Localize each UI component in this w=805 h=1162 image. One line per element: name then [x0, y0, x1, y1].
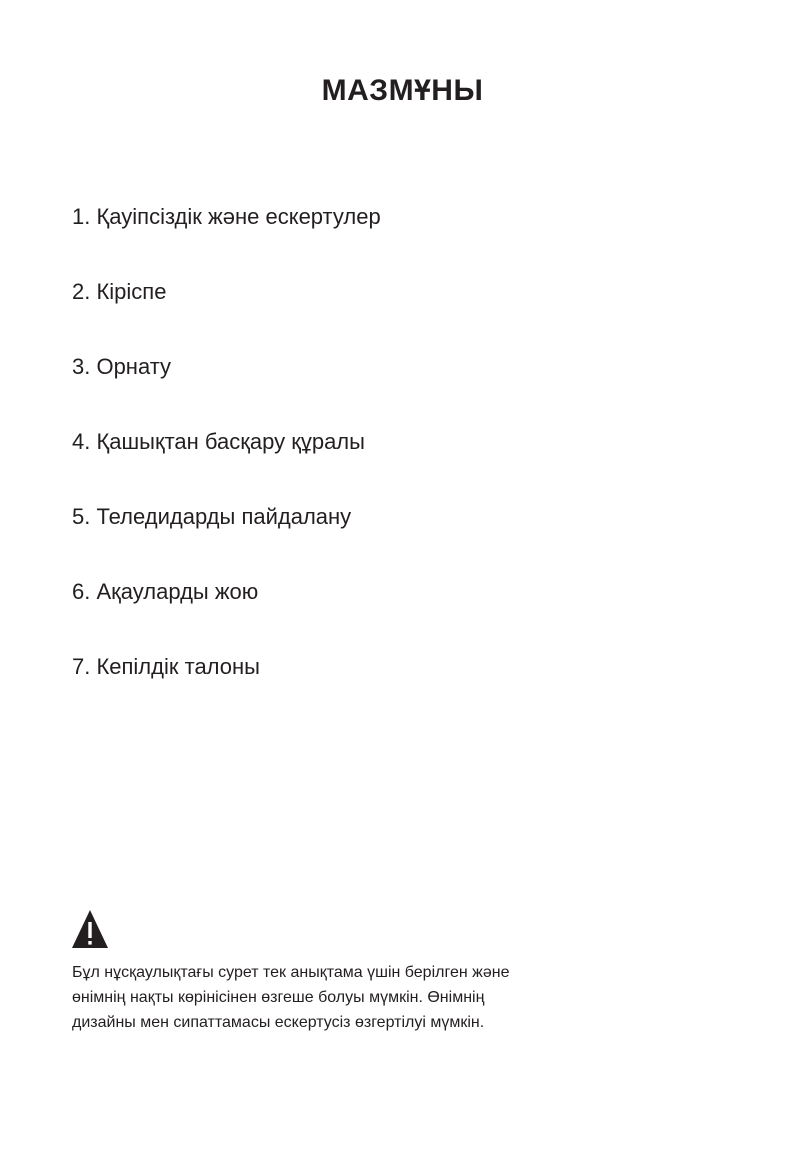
toc-item-remote-control: 4. Қашықтан басқару құралы	[72, 429, 365, 454]
toc-item-using-tv: 5. Теледидарды пайдалану	[72, 504, 352, 529]
toc-item-warranty: 7. Кепілдік талоны	[72, 654, 260, 679]
notice-line: Бұл нұсқаулықтағы сурет тек анықтама үшін берілген және	[72, 964, 510, 981]
page-title: МАЗМҰНЫ	[321, 74, 484, 107]
notice-line: дизайны мен сипаттамасы ескертусіз өзгертілуі мүмкін.	[72, 1014, 485, 1031]
toc-item-troubleshooting: 6. Ақауларды жою	[72, 579, 259, 604]
notice-line: өнімнің нақты көрінісінен өзгеше болуы мүмкін. Өнімнің	[72, 989, 485, 1006]
toc-item-introduction: 2. Кіріспе	[72, 279, 167, 304]
toc-item-installation: 3. Орнату	[72, 354, 172, 379]
warning-triangle-icon	[71, 909, 109, 949]
table-of-contents	[72, 200, 381, 725]
toc-item-safety: 1. Қауіпсіздік және ескертулер	[72, 204, 381, 229]
disclaimer-notice	[72, 960, 712, 1035]
